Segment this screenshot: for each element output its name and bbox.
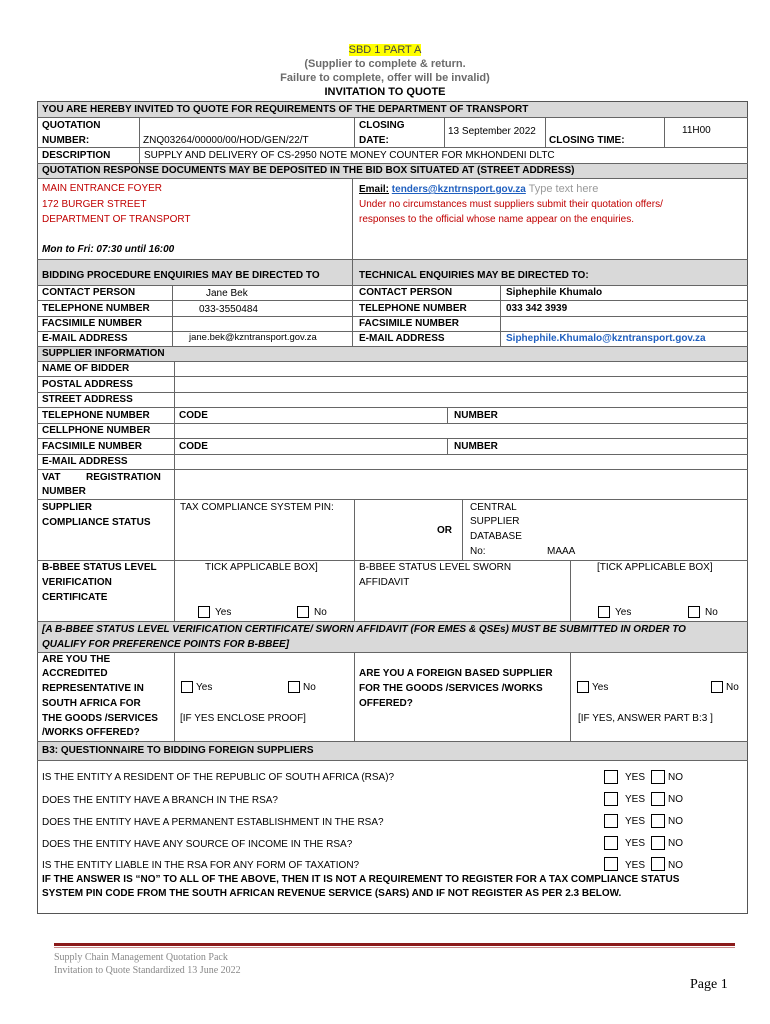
footer-line-2: Invitation to Quote Standardized 13 June 2022 <box>54 965 241 976</box>
bbbee-notice-1: [A B-BBEE STATUS LEVEL VERIFICATION CERTIFICATE/ SWORN AFFIDAVIT (FOR EMES & QSEs) MUST BE SUBMITTED IN ORDER TO <box>42 624 686 635</box>
resident-yes-label: YES <box>625 772 646 783</box>
branch-yes-checkbox[interactable] <box>604 792 618 806</box>
taxation-yes-label: YES <box>625 860 646 871</box>
footer-rule <box>54 943 735 946</box>
notice-line-2: responses to the official whose name appear on the enquiries. <box>359 214 634 225</box>
foreign-q-2: FOR THE GOODS /SERVICES /WORKS <box>359 683 543 694</box>
question-taxation: IS THE ENTITY LIABLE IN THE RSA FOR ANY FORM OF TAXATION? <box>42 860 360 871</box>
csd-label-3: DATABASE <box>470 531 522 542</box>
rep-enclose-proof: [IF YES ENCLOSE PROOF] <box>180 713 306 724</box>
vat-label-2: NUMBER <box>42 486 86 497</box>
csd-prefix: MAAA <box>547 546 576 557</box>
questionnaire-final-1: IF THE ANSWER IS “NO” TO ALL OF THE ABOVE, THEN IT IS NOT A REQUIREMENT TO REGISTER FOR A TAX COMPLIANCE STATUS <box>42 874 680 885</box>
foreign-yes-checkbox[interactable] <box>577 681 589 693</box>
taxation-yes-checkbox[interactable] <box>604 857 618 871</box>
sworn-no-label: No <box>705 607 718 618</box>
tick-applicable-2: [TICK APPLICABLE BOX] <box>597 562 713 573</box>
branch-no-checkbox[interactable] <box>651 792 665 806</box>
quotation-label: QUOTATION <box>42 120 101 131</box>
street-address-field[interactable] <box>176 393 746 407</box>
postal-address-label: POSTAL ADDRESS <box>42 379 133 390</box>
tcs-pin-label: TAX COMPLIANCE SYSTEM PIN: <box>180 502 334 513</box>
bidder-name-field[interactable] <box>176 362 746 376</box>
cert-no-label: No <box>314 607 327 618</box>
income-no-checkbox[interactable] <box>651 836 665 850</box>
supplier-fax-label: FACSIMILE NUMBER <box>42 441 142 452</box>
rep-q-6: /WORKS OFFERED? <box>42 727 140 738</box>
question-establishment: DOES THE ENTITY HAVE A PERMANENT ESTABLISHMENT IN THE RSA? <box>42 817 384 828</box>
questionnaire-heading: B3: QUESTIONNAIRE TO BIDDING FOREIGN SUPPLIERS <box>42 745 314 756</box>
rep-q-3: REPRESENTATIVE IN <box>42 683 144 694</box>
taxation-no-checkbox[interactable] <box>651 857 665 871</box>
branch-yes-label: YES <box>625 794 646 805</box>
csd-label-4: No: <box>470 546 486 557</box>
establishment-yes-label: YES <box>625 816 646 827</box>
bid-email-label: E-MAIL ADDRESS <box>42 333 128 344</box>
bid-telephone-value: 033-3550484 <box>199 304 258 315</box>
vat-label-1: VAT <box>42 472 61 483</box>
resident-no-checkbox[interactable] <box>651 770 665 784</box>
address-line-3: DEPARTMENT OF TRANSPORT <box>42 214 191 225</box>
bbbee-sworn-label-2: AFFIDAVIT <box>359 577 410 588</box>
bbbee-sworn-label-1: B-BBEE STATUS LEVEL SWORN <box>359 562 512 573</box>
bid-telephone-label: TELEPHONE NUMBER <box>42 303 150 314</box>
deposit-heading: QUOTATION RESPONSE DOCUMENTS MAY BE DEPOSITED IN THE BID BOX SITUATED AT (STREET ADDRESS) <box>42 165 575 176</box>
type-text-placeholder[interactable]: Type text here <box>528 183 599 195</box>
bidding-enquiries-heading: BIDDING PROCEDURE ENQUIRIES MAY BE DIRECTED TO <box>42 270 320 281</box>
bidder-name-label: NAME OF BIDDER <box>42 363 130 374</box>
compliance-label-2: COMPLIANCE STATUS <box>42 517 151 528</box>
establishment-no-label: NO <box>668 816 683 827</box>
bbbee-cert-label-1: B-BBEE STATUS LEVEL <box>42 562 157 573</box>
supplier-email-label: E-MAIL ADDRESS <box>42 456 128 467</box>
cellphone-field[interactable] <box>176 424 746 438</box>
telephone-number-label: NUMBER <box>454 410 498 421</box>
tech-telephone-label: TELEPHONE NUMBER <box>359 303 467 314</box>
or-label: OR <box>437 525 452 536</box>
establishment-yes-checkbox[interactable] <box>604 814 618 828</box>
address-line-2: 172 BURGER STREET <box>42 199 147 210</box>
closing-label: CLOSING <box>359 120 405 131</box>
office-hours: Mon to Fri: 07:30 until 16:00 <box>42 244 175 255</box>
rep-q-1: ARE YOU THE <box>42 654 111 665</box>
supplier-telephone-label: TELEPHONE NUMBER <box>42 410 150 421</box>
bid-contact-value: Jane Bek <box>206 288 248 299</box>
tech-fax-label: FACSIMILE NUMBER <box>359 318 459 329</box>
foreign-no-checkbox[interactable] <box>711 681 723 693</box>
notice-line-1: Under no circumstances must suppliers submit their quotation offers/ <box>359 199 663 210</box>
tech-email-label: E-MAIL ADDRESS <box>359 333 445 344</box>
csd-label-1: CENTRAL <box>470 502 517 513</box>
compliance-label-1: SUPPLIER <box>42 502 93 513</box>
foreign-q-3: OFFERED? <box>359 698 413 709</box>
foreign-no-label: No <box>726 682 739 693</box>
bbbee-notice-2: QUALIFY FOR PREFERENCE POINTS FOR B-BBEE] <box>42 639 290 650</box>
sworn-yes-label: Yes <box>615 607 632 618</box>
rep-no-label: No <box>303 682 316 693</box>
rep-no-checkbox[interactable] <box>288 681 300 693</box>
invite-heading: YOU ARE HEREBY INVITED TO QUOTE FOR REQUIREMENTS OF THE DEPARTMENT OF TRANSPORT <box>42 104 529 115</box>
telephone-code-label: CODE <box>179 410 208 421</box>
foreign-q-1: ARE YOU A FOREIGN BASED SUPPLIER <box>359 668 553 679</box>
tech-contact-label: CONTACT PERSON <box>359 287 453 298</box>
taxation-no-label: NO <box>668 860 683 871</box>
tech-contact-value: Siphephile Khumalo <box>506 287 603 298</box>
form-code <box>0 44 770 56</box>
description-label: DESCRIPTION <box>42 150 111 161</box>
question-branch: DOES THE ENTITY HAVE A BRANCH IN THE RSA? <box>42 795 278 806</box>
form-code-label: SBD 1 PART A <box>348 44 422 56</box>
footer-line-1: Supply Chain Management Quotation Pack <box>54 952 228 963</box>
tech-email-value[interactable]: Siphephile.Khumalo@kzntransport.gov.za <box>506 333 706 344</box>
page-number: Page 1 <box>690 977 728 992</box>
address-line-1: MAIN ENTRANCE FOYER <box>42 183 163 194</box>
tech-telephone-value: 033 342 3939 <box>506 303 568 314</box>
quotation-number-label: NUMBER: <box>42 135 90 146</box>
income-no-label: NO <box>668 838 683 849</box>
cellphone-label: CELLPHONE NUMBER <box>42 425 151 436</box>
header-line-2: Failure to complete, offer will be invalid) <box>280 72 490 84</box>
tick-applicable-1: TICK APPLICABLE BOX] <box>205 562 318 573</box>
vat-label-1b: REGISTRATION <box>86 472 161 483</box>
income-yes-checkbox[interactable] <box>604 836 618 850</box>
establishment-no-checkbox[interactable] <box>651 814 665 828</box>
cert-yes-checkbox[interactable] <box>198 606 210 618</box>
bbbee-cert-label-2: VERIFICATION <box>42 577 112 588</box>
question-income: DOES THE ENTITY HAVE ANY SOURCE OF INCOME IN THE RSA? <box>42 839 353 850</box>
sworn-yes-checkbox[interactable] <box>598 606 610 618</box>
closing-date-label: DATE: <box>359 135 389 146</box>
email-label: Email: <box>359 184 390 195</box>
foreign-answer-note: [IF YES, ANSWER PART B:3 ] <box>578 713 713 724</box>
fax-number-label: NUMBER <box>454 441 498 452</box>
rep-q-2: ACCREDITED <box>42 668 108 679</box>
rep-q-5: THE GOODS /SERVICES <box>42 713 158 724</box>
description: SUPPLY AND DELIVERY OF CS-2950 NOTE MONEY COUNTER FOR MKHONDENI DLTC <box>144 150 555 161</box>
fax-code-label: CODE <box>179 441 208 452</box>
bbbee-cert-label-3: CERTIFICATE <box>42 592 108 603</box>
page-title: INVITATION TO QUOTE <box>324 86 446 98</box>
rep-q-4: SOUTH AFRICA FOR <box>42 698 141 709</box>
questionnaire-final-2: SYSTEM PIN CODE FROM THE SOUTH AFRICAN REVENUE SERVICE (SARS) AND IF NOT REGISTER AS PER 2.3 BELOW. <box>42 888 622 899</box>
postal-address-field[interactable] <box>176 377 746 391</box>
cert-yes-label: Yes <box>215 607 232 618</box>
bid-contact-label: CONTACT PERSON <box>42 287 136 298</box>
bid-email-value[interactable]: jane.bek@kzntransport.gov.za <box>189 332 317 343</box>
resident-no-label: NO <box>668 772 683 783</box>
technical-enquiries-heading: TECHNICAL ENQUIRIES MAY BE DIRECTED TO: <box>359 270 589 281</box>
header-line-1: (Supplier to complete & return. <box>304 58 466 70</box>
sworn-no-checkbox[interactable] <box>688 606 700 618</box>
resident-yes-checkbox[interactable] <box>604 770 618 784</box>
rep-yes-checkbox[interactable] <box>181 681 193 693</box>
rep-yes-label: Yes <box>196 682 213 693</box>
supplier-heading: SUPPLIER INFORMATION <box>42 348 165 359</box>
branch-no-label: NO <box>668 794 683 805</box>
street-address-label: STREET ADDRESS <box>42 394 133 405</box>
bid-fax-label: FACSIMILE NUMBER <box>42 318 142 329</box>
supplier-email-field[interactable] <box>176 455 746 469</box>
cert-no-checkbox[interactable] <box>297 606 309 618</box>
quotation-number: ZNQ03264/00000/00/HOD/GEN/22/T <box>143 135 309 146</box>
income-yes-label: YES <box>625 838 646 849</box>
foreign-yes-label: Yes <box>592 682 609 693</box>
vat-number-field[interactable] <box>176 470 746 498</box>
question-resident: IS THE ENTITY A RESIDENT OF THE REPUBLIC OF SOUTH AFRICA (RSA)? <box>42 772 395 783</box>
tender-email-link[interactable]: tenders@kzntrnsport.gov.za <box>391 184 526 195</box>
closing-time: 11H00 <box>682 125 711 136</box>
closing-date: 13 September 2022 <box>448 126 536 137</box>
csd-label-2: SUPPLIER <box>470 516 520 527</box>
closing-time-label: CLOSING TIME: <box>549 135 625 146</box>
